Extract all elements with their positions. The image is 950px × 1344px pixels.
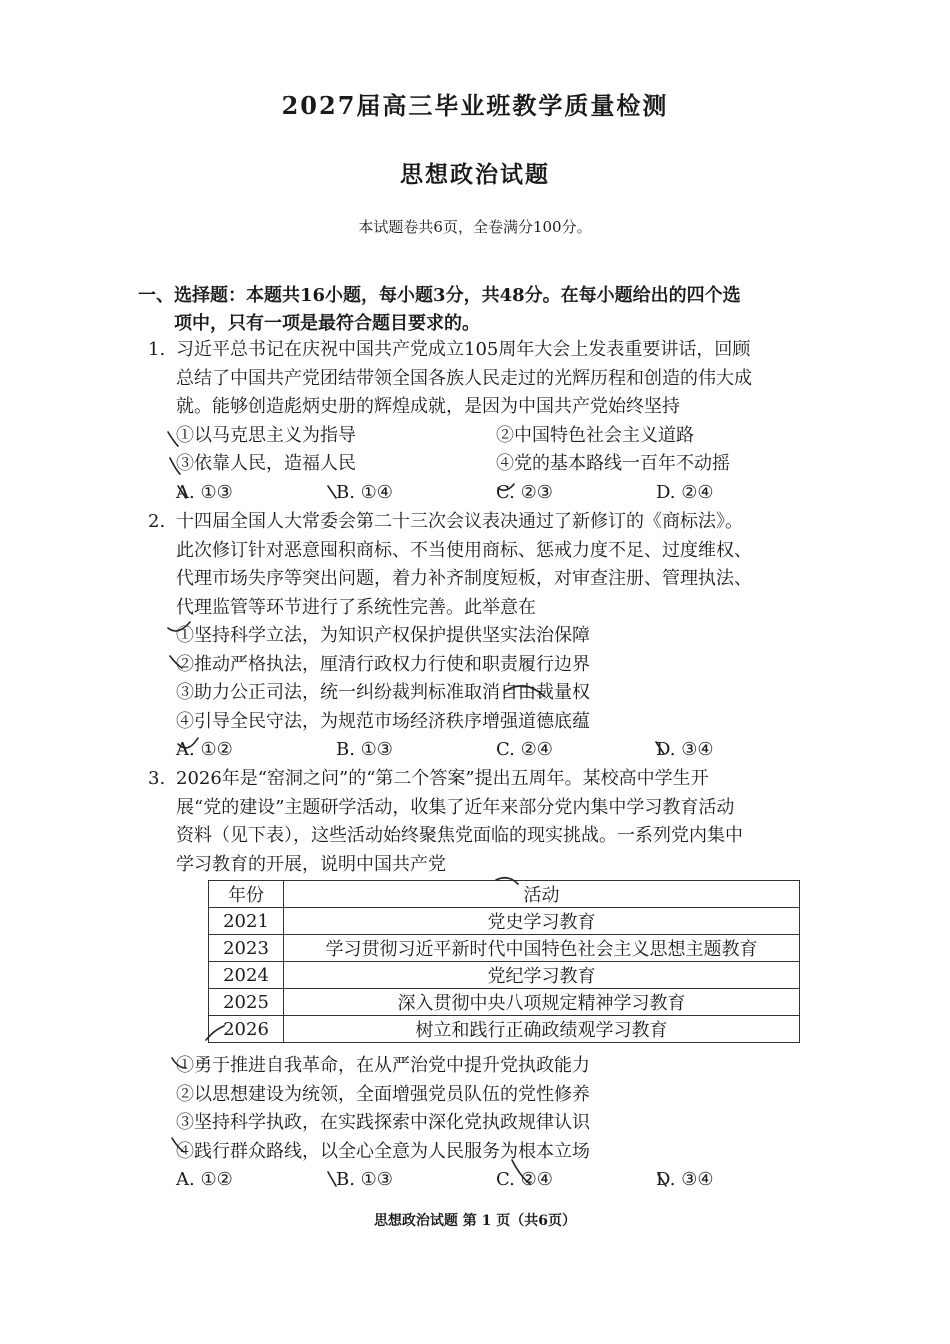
table-header-row xyxy=(209,881,800,908)
subject-title: 思想政治试题 xyxy=(400,161,550,188)
table-header-year: 年份 xyxy=(209,881,284,908)
choice-c[interactable]: C. ②③ xyxy=(496,481,553,503)
choice-c[interactable]: C. ②④ xyxy=(496,1169,553,1190)
table-row xyxy=(209,962,800,989)
choice-a[interactable]: A. ①② xyxy=(176,739,233,760)
statement-2: ②推动严格执法，厘清行政权力行使和职责履行边界 xyxy=(176,653,590,675)
table-cell-year: 2024 xyxy=(209,962,284,989)
statement-2: ②中国特色社会主义道路 xyxy=(496,424,694,446)
question-stem-line: 展“党的建设”主题研学活动，收集了近年来部分党内集中学习教育活动 xyxy=(176,796,735,818)
choice-d[interactable]: D. ③④ xyxy=(656,1169,714,1190)
choice-b[interactable]: B. ①③ xyxy=(336,739,393,760)
table-cell-year: 2023 xyxy=(209,935,284,962)
question-stem-line: 十四届全国人大常委会第二十三次会议表决通过了新修订的《商标法》。 xyxy=(176,511,743,532)
question-stem-line: 总结了中国共产党团结带领全国各族人民走过的光辉历程和创造的伟大成 xyxy=(176,367,752,389)
choice-d[interactable]: D. ③④ xyxy=(656,739,714,760)
question-stem-line: 代理监管等环节进行了系统性完善。此举意在 xyxy=(176,596,536,618)
table-row xyxy=(209,1016,800,1043)
exam-title: 2027届高三毕业班教学质量检测 xyxy=(281,91,669,120)
activities-table xyxy=(208,880,800,1043)
question-3 xyxy=(148,765,848,879)
section-heading xyxy=(138,282,858,338)
table-cell-activity: 深入贯彻中央八项规定精神学习教育 xyxy=(284,989,800,1016)
statement-2: ②以思想建设为统领，全面增强党员队伍的党性修养 xyxy=(176,1083,590,1105)
table-cell-year: 2021 xyxy=(209,908,284,935)
statement-4: ④引导全民守法，为规范市场经济秩序增强道德底蕴 xyxy=(176,710,590,732)
choice-c[interactable]: C. ②④ xyxy=(496,739,553,760)
statement-1: ①坚持科学立法，为知识产权保护提供坚实法治保障 xyxy=(176,625,590,646)
table-cell-year: 2025 xyxy=(209,989,284,1016)
page-footer: 思想政治试题 第 1 页（共6页） xyxy=(373,1213,577,1229)
question-number: 3. xyxy=(148,768,166,789)
question-stem-line: 习近平总书记在庆祝中国共产党成立105周年大会上发表重要讲话，回顾 xyxy=(176,339,751,360)
table-cell-activity: 党史学习教育 xyxy=(284,908,800,935)
statement-3: ③依靠人民，造福人民 xyxy=(176,453,356,474)
statement-4: ④践行群众路线，以全心全意为人民服务为根本立场 xyxy=(176,1140,590,1162)
choice-b[interactable]: B. ①④ xyxy=(336,481,393,503)
section-heading-line1: 一、选择题：本题共16小题，每小题3分，共48分。在每小题给出的四个选 xyxy=(138,285,741,306)
question-2 xyxy=(148,508,848,765)
table-row xyxy=(209,935,800,962)
question-stem-line: 学习教育的开展，说明中国共产党 xyxy=(176,853,446,875)
table-cell-activity: 党纪学习教育 xyxy=(284,962,800,989)
question-number: 2. xyxy=(148,511,166,532)
table-header-activity: 活动 xyxy=(284,881,800,908)
choice-a[interactable]: A. ①② xyxy=(176,1169,233,1190)
table-cell-activity: 学习贯彻习近平新时代中国特色社会主义思想主题教育 xyxy=(284,935,800,962)
question-stem-line: 就。能够创造彪炳史册的辉煌成就，是因为中国共产党始终坚持 xyxy=(176,396,680,417)
table-cell-activity: 树立和践行正确政绩观学习教育 xyxy=(284,1016,800,1043)
choice-d[interactable]: D. ②④ xyxy=(656,481,714,503)
question-1 xyxy=(148,336,848,507)
question-stem-line: 此次修订针对恶意囤积商标、不当使用商标、惩戒力度不足、过度维权、 xyxy=(176,539,752,561)
question-number: 1. xyxy=(148,339,166,360)
exam-intro: 本试题卷共6页，全卷满分100分。 xyxy=(358,218,592,236)
choice-a[interactable]: A. ①③ xyxy=(176,481,233,503)
choice-b[interactable]: B. ①③ xyxy=(336,1169,393,1190)
statement-3: ③助力公正司法，统一纠纷裁判标准取消自由裁量权 xyxy=(176,682,590,703)
question-stem-line: 代理市场失序等突出问题，着力补齐制度短板，对审查注册、管理执法、 xyxy=(176,568,752,589)
question-stem-line: 2026年是“窑洞之问”的“第二个答案”提出五周年。某校高中学生开 xyxy=(176,768,709,789)
statement-3: ③坚持科学执政，在实践探索中深化党执政规律认识 xyxy=(176,1112,590,1133)
table-row xyxy=(209,989,800,1016)
question-stem-line: 资料（见下表），这些活动始终聚焦党面临的现实挑战。一系列党内集中 xyxy=(176,825,743,846)
table-row xyxy=(209,908,800,935)
question-3-options xyxy=(148,1052,848,1195)
statement-4: ④党的基本路线一百年不动摇 xyxy=(496,453,730,474)
section-heading-line2: 项中，只有一项是最符合题目要求的。 xyxy=(174,313,480,334)
statement-1: ①勇于推进自我革命，在从严治党中提升党执政能力 xyxy=(176,1055,590,1076)
statement-1: ①以马克思主义为指导 xyxy=(176,424,356,446)
table-cell-year: 2026 xyxy=(209,1016,284,1043)
